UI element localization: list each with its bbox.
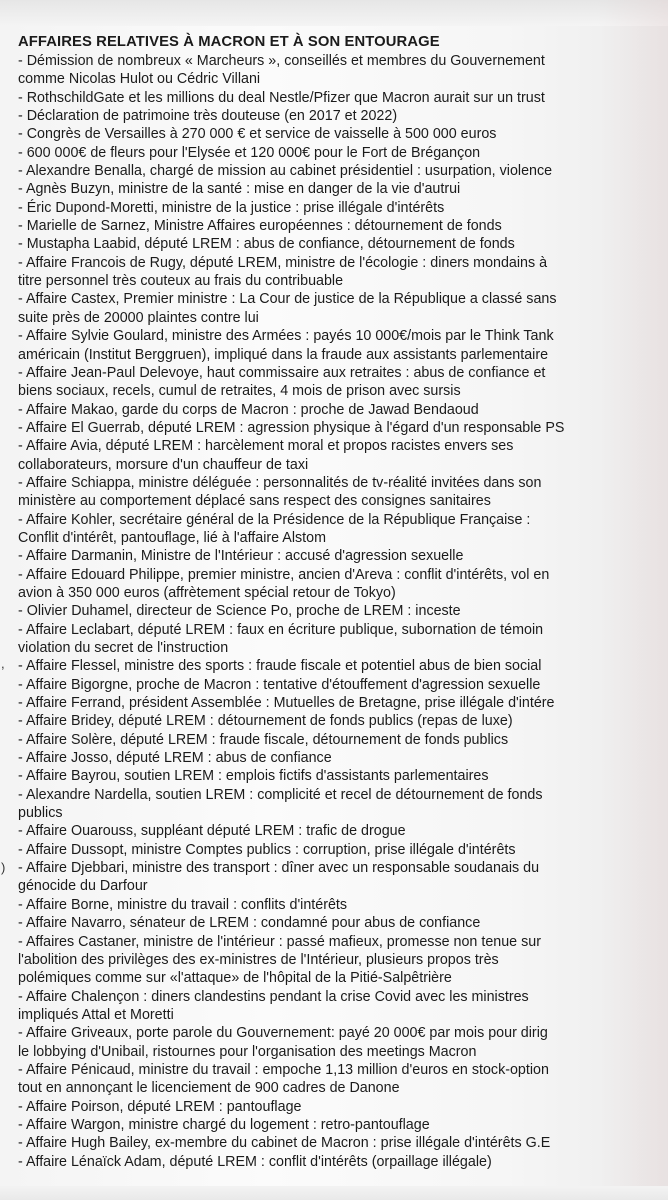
list-item <box>18 841 668 859</box>
list-item <box>18 437 668 474</box>
list-item-line: publics <box>18 805 63 822</box>
list-item <box>18 712 668 730</box>
list-item <box>18 657 668 675</box>
list-item-line: américain (Institut Berggruen), impliqué dans la fraude aux assistants parlementaire <box>18 346 549 363</box>
list-item-line: - Affaire Kohler, secrétaire général de la Présidence de la République Française : <box>18 511 531 528</box>
margin-mark-comma: , <box>1 656 5 671</box>
list-item-line: - Affaire Francois de Rugy, député LREM, ministre de l'écologie : diners mondains à <box>18 254 548 271</box>
list-item-line: - Affaire Bigorgne, proche de Macron : tentative d'étouffement d'agression sexuelle <box>18 676 541 693</box>
list-item-line: - Affaire Leclabart, député LREM : faux en écriture publique, subornation de témoin <box>18 621 544 638</box>
list-item-line: - Affaire Griveaux, porte parole du Gouvernement: payé 20 000€ par mois pour dirig <box>18 1025 548 1042</box>
list-item-line: - Affaire Jean-Paul Delevoye, haut commissaire aux retraites : abus de confiance et <box>18 364 546 381</box>
list-item <box>18 89 668 107</box>
list-item <box>18 566 668 603</box>
list-item <box>18 52 668 89</box>
list-item-line: polémiques comme sur «l'attaque» de l'hôpital de la Pitié-Salpêtrière <box>18 970 452 987</box>
list-item <box>18 199 668 217</box>
list-item-line: - Affaire Schiappa, ministre déléguée : personnalités de tv-réalité invitées dans son <box>18 474 542 491</box>
bottom-band <box>0 1186 668 1200</box>
document-body <box>18 33 668 1171</box>
list-item-line: - 600 000€ de fleurs pour l'Elysée et 120 000€ pour le Fort de Brégançon <box>18 144 481 161</box>
list-item-line: - Affaire Wargon, ministre chargé du logement : retro-pantouflage <box>18 1116 430 1133</box>
list-item <box>18 1098 668 1116</box>
list-item <box>18 676 668 694</box>
list-item <box>18 511 668 548</box>
list-item-line: collaborateurs, morsure d'un chauffeur de taxi <box>18 456 309 473</box>
list-item <box>18 401 668 419</box>
document-title: AFFAIRES RELATIVES À MACRON ET À SON ENTOURAGE <box>18 34 440 50</box>
list-item-line: - Affaire Sylvie Goulard, ministre des Armées : payés 10 000€/mois par le Think Tank <box>18 328 554 345</box>
list-item-line: - Congrès de Versailles à 270 000 € et service de vaisselle à 500 000 euros <box>18 126 497 143</box>
list-item-line: avion à 350 000 euros (affrètement spécial retour de Tokyo) <box>18 584 396 601</box>
list-item-line: - Affaire El Guerrab, député LREM : agression physique à l'égard d'un responsable PS <box>18 419 565 436</box>
list-item-line: titre personnel très couteux au frais du contribuable <box>18 273 344 290</box>
list-item-line: - Affaires Castaner, ministre de l'intérieur : passé mafieux, promesse non tenue sur <box>18 933 541 950</box>
list-item <box>18 107 668 125</box>
list-item <box>18 786 668 823</box>
list-item-line: - Affaire Borne, ministre du travail : conflits d'intérêts <box>18 896 348 913</box>
list-item-line: - Olivier Duhamel, directeur de Science Po, proche de LREM : inceste <box>18 603 461 620</box>
list-item <box>18 419 668 437</box>
list-item <box>18 621 668 658</box>
list-item <box>18 694 668 712</box>
list-item-line: le lobbying d'Unibail, ristournes pour l'organisation des meetings Macron <box>18 1043 477 1060</box>
list-item <box>18 547 668 565</box>
affaires-list <box>18 52 668 1171</box>
list-item <box>18 1024 668 1061</box>
list-item-line: - Alexandre Nardella, soutien LREM : complicité et recel de détournement de fonds <box>18 786 543 803</box>
list-item-line: - Affaire Darmanin, Ministre de l'Intérieur : accusé d'agression sexuelle <box>18 548 464 565</box>
list-item-line: - Affaire Poirson, député LREM : pantouflage <box>18 1098 302 1115</box>
list-item-line: suite près de 20000 plaintes contre lui <box>18 309 259 326</box>
list-item <box>18 1153 668 1171</box>
list-item-line: - Affaire Djebbari, ministre des transport : dîner avec un responsable soudanais du <box>18 860 540 877</box>
list-item <box>18 217 668 235</box>
list-item <box>18 767 668 785</box>
list-item <box>18 364 668 401</box>
list-item-line: Conflit d'intérêt, pantouflage, lié à l'affaire Alstom <box>18 529 326 546</box>
margin-mark-paren: ) <box>1 860 6 875</box>
list-item-line: comme Nicolas Hulot ou Cédric Villani <box>18 71 261 88</box>
list-item <box>18 602 668 620</box>
list-item <box>18 235 668 253</box>
list-item <box>18 144 668 162</box>
list-item-line: - Alexandre Benalla, chargé de mission au cabinet présidentiel : usurpation, violence <box>18 163 553 180</box>
list-item <box>18 1116 668 1134</box>
list-item <box>18 290 668 327</box>
list-item-line: impliqués Attal et Moretti <box>18 1006 174 1023</box>
list-item <box>18 180 668 198</box>
list-item-line: - Marielle de Sarnez, Ministre Affaires européennes : détournement de fonds <box>18 218 502 235</box>
list-item-line: - Démission de nombreux « Marcheurs », conseillés et membres du Gouvernement <box>18 53 545 69</box>
list-item-line: - Affaire Flessel, ministre des sports : fraude fiscale et potentiel abus de bien social <box>18 658 542 675</box>
list-item <box>18 474 668 511</box>
list-item-line: - Affaire Hugh Bailey, ex-membre du cabinet de Macron : prise illégale d'intérêts G.E <box>18 1135 551 1152</box>
list-item-line: - Affaire Lénaïck Adam, député LREM : conflit d'intérêts (orpaillage illégale) <box>18 1153 492 1170</box>
list-item-line: - Affaire Solère, député LREM : fraude fiscale, détournement de fonds publics <box>18 731 509 748</box>
list-item-line: - Affaire Chalençon : diners clandestins pendant la crise Covid avec les ministres <box>18 988 529 1005</box>
list-item <box>18 731 668 749</box>
list-item-line: - Affaire Navarro, sénateur de LREM : condamné pour abus de confiance <box>18 915 481 932</box>
top-strip <box>0 0 668 26</box>
list-item <box>18 254 668 291</box>
list-item <box>18 859 668 896</box>
list-item-line: l'abolition des privilèges des ex-ministres de l'Intérieur, plusieurs propos très <box>18 951 499 968</box>
list-item-line: - Affaire Castex, Premier ministre : La Cour de justice de la République a classé sans <box>18 291 557 308</box>
list-item-line: - Affaire Bridey, député LREM : détournement de fonds publics (repas de luxe) <box>18 713 513 730</box>
list-item-line: - Mustapha Laabid, député LREM : abus de confiance, détournement de fonds <box>18 236 515 253</box>
list-item-line: violation du secret de l'instruction <box>18 640 229 656</box>
list-item <box>18 914 668 932</box>
list-item-line: - Affaire Ferrand, président Assemblée : Mutuelles de Bretagne, prise illégale d'intére <box>18 695 555 712</box>
list-item-line: tout en annonçant le licenciement de 900 cadres de Danone <box>18 1080 400 1097</box>
list-item-line: biens sociaux, recels, cumul de retraites, 4 mois de prison avec sursis <box>18 383 461 400</box>
list-item-line: - Affaire Josso, député LREM : abus de confiance <box>18 750 332 767</box>
list-item-line: - Affaire Bayrou, soutien LREM : emplois fictifs d'assistants parlementaires <box>18 768 489 785</box>
list-item-line: - Éric Dupond-Moretti, ministre de la justice : prise illégale d'intérêts <box>18 199 445 216</box>
list-item <box>18 896 668 914</box>
list-item <box>18 1061 668 1098</box>
list-item-line: ministère au comportement déplacé sans respect des consignes sanitaires <box>18 493 491 510</box>
list-item <box>18 749 668 767</box>
list-item-line: - Affaire Edouard Philippe, premier ministre, ancien d'Areva : conflit d'intérêts, vol en <box>18 566 550 583</box>
list-item <box>18 933 668 988</box>
list-item <box>18 125 668 143</box>
list-item-line: - Affaire Ouarouss, suppléant député LREM : trafic de drogue <box>18 823 406 840</box>
list-item <box>18 988 668 1025</box>
list-item <box>18 1134 668 1152</box>
list-item-line: - RothschildGate et les millions du deal Nestle/Pfizer que Macron aurait sur un trust <box>18 89 545 106</box>
list-item-line: - Affaire Dussopt, ministre Comptes publics : corruption, prise illégale d'intérêts <box>18 841 516 858</box>
list-item-line: - Affaire Avia, député LREM : harcèlement moral et propos racistes envers ses <box>18 438 514 455</box>
list-item-line: - Déclaration de patrimoine très douteuse (en 2017 et 2022) <box>18 108 398 125</box>
list-item <box>18 327 668 364</box>
list-item-line: génocide du Darfour <box>18 878 148 895</box>
list-item-line: - Affaire Pénicaud, ministre du travail : empoche 1,13 million d'euros en stock-option <box>18 1061 549 1078</box>
list-item <box>18 162 668 180</box>
list-item <box>18 822 668 840</box>
list-item-line: - Agnès Buzyn, ministre de la santé : mise en danger de la vie d'autrui <box>18 181 461 198</box>
list-item-line: - Affaire Makao, garde du corps de Macron : proche de Jawad Bendaoud <box>18 401 479 418</box>
